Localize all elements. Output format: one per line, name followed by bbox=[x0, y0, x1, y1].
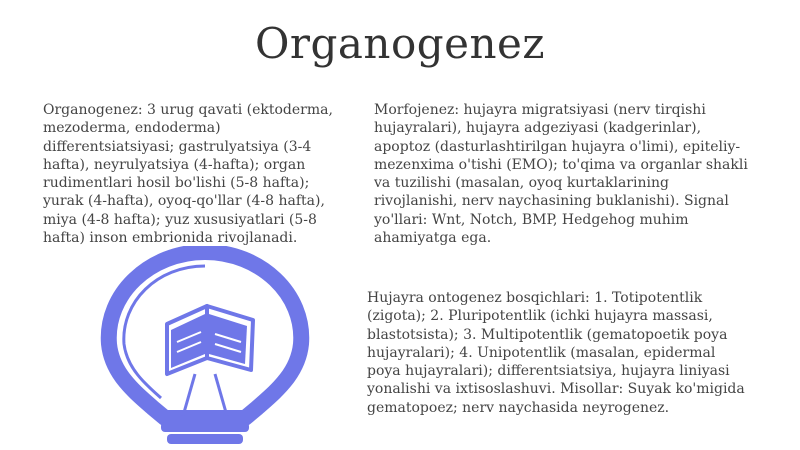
morfojenez-text-block: Morfojenez: hujayra migratsiyasi (nerv tirqishi hujayralari), hujayra adgeziyasi (kadgerinlar), apoptoz (dasturlashtirilgan hujayra o'limi), epiteliy-mezenxima o'tishi (EMO); to'qima va organlar shakli va tuzilishi (masalan, oyoq kurtaklarining rivojlanishi, nerv naychasining buklanishi). Signal yo'llari: Wnt, Notch, BMP, Hedgehog muhim ahamiyatga ega. bbox=[374, 102, 748, 247]
lightbulb-book-icon bbox=[95, 246, 315, 446]
slide-title: Organogenez bbox=[254, 19, 546, 68]
ontogenez-text-block: Hujayra ontogenez bosqichlari: 1. Totipotentlik (zigota); 2. Pluripotentlik (ichki hujayra massasi, blastotsista); 3. Multipotentlik (gematopoetik poya hujayralari); 4. Unipotentlik (masalan, epidermal poya hujayralari); differentsiatsiya, hujayra liniyasi yonalishi va ixtisoslashuvi. Misollar: Suyak ko'migida gematopoez; nerv naychasida neyrogenez. bbox=[367, 290, 745, 416]
organogenez-text-block: Organogenez: 3 urug qavati (ektoderma, mezoderma, endoderma) differentsiatsiyasi; gastrulyatsiya (3-4 hafta), neyrulyatsiya (4-hafta); organ rudimentlari hosil bo'lishi (5-8 hafta); yurak (4-hafta), oyoq-qo'llar (4-8 hafta), miya (4-8 hafta); yuz xususiyatlari (5-8 hafta) inson embrionida rivojlanadi. bbox=[43, 102, 333, 247]
